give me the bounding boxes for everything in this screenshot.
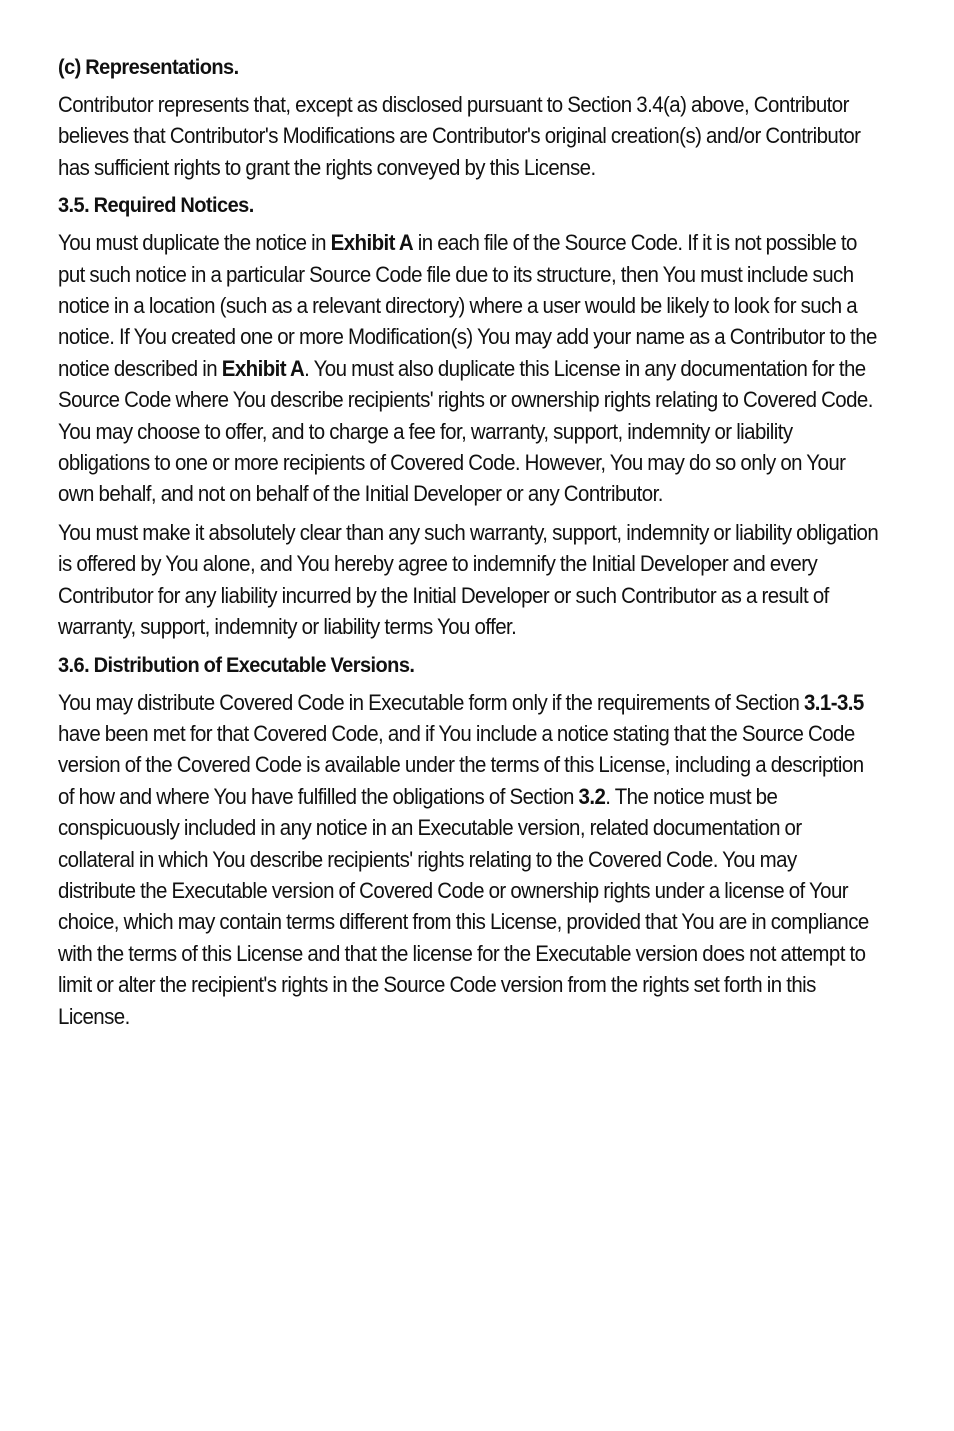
- section-heading-representations: (c) Representations.: [58, 55, 239, 79]
- bold-term-section-ref: 3.2: [578, 783, 606, 809]
- text-run: You may distribute Covered Code in Executable form only if the requirements of Section: [58, 689, 804, 715]
- text-run: have been met for that Covered Code, and if You include a notice stating that the Source Code version of the Covered Code is available under the terms of this License, including a description of how and where You have fulfilled the obligations of Section: [58, 720, 864, 809]
- text-run: You must duplicate the notice in: [58, 230, 331, 256]
- text-run: in each file of the Source Code. If it is not possible to put such notice in a particular Source Code file due to its structure, then You must include such notice in a location (such as a relevant directory) where a user would be likely to look for such a notice. If You created one or more Modification(s) You may add your name as a Contributor to the notice described in: [58, 230, 877, 381]
- bold-term-exhibit-a: Exhibit A: [221, 355, 305, 381]
- paragraph-representations: Contributor represents that, except as disclosed pursuant to Section 3.4(a) above, Contributor believes that Contributor's Modifications are Contributor's original creation(s) and/or Contributor has sufficient rights to grant the rights conveyed by this License.: [58, 92, 861, 180]
- text-run: . The notice must be conspicuously included in any notice in an Executable version, related documentation or collateral in which You describe recipients' rights relating to the Covered Code. You may distribute the Executable version of Covered Code or ownership rights under a license of Your choice, which may contain terms different from this License, provided that You are in compliance with the terms of this License and that the license for the Executable version does not attempt to limit or alter the recipient's rights in the Source Code version from the rights set forth in this License.: [58, 783, 869, 1029]
- section-heading-executable-versions: 3.6. Distribution of Executable Versions.: [58, 652, 415, 677]
- document-page: [58, 52, 878, 1039]
- bold-term-section-ref: 3.1-3.5: [803, 689, 864, 715]
- paragraph-executable-versions: [58, 687, 878, 1032]
- text-run: . You must also duplicate this License in any documentation for the Source Code where You describe recipients' rights or ownership rights relating to Covered Code. You may choose to offer, and to charge a fee for, warranty, support, indemnity or liability obligations to one or more recipients of Covered Code. However, You may do so only on Your own behalf, and not on behalf of the Initial Developer or any Contributor.: [58, 355, 873, 507]
- paragraph-required-notices-2: You must make it absolutely clear than any such warranty, support, indemnity or liability obligation is offered by You alone, and You hereby agree to indemnify the Initial Developer and every Contributor for any liability incurred by the Initial Developer or such Contributor as a result of warranty, support, indemnity or liability terms You offer.: [58, 519, 879, 640]
- section-heading-required-notices: 3.5. Required Notices.: [58, 193, 254, 218]
- bold-term-exhibit-a: Exhibit A: [330, 230, 414, 256]
- paragraph-required-notices-1: [58, 227, 878, 510]
